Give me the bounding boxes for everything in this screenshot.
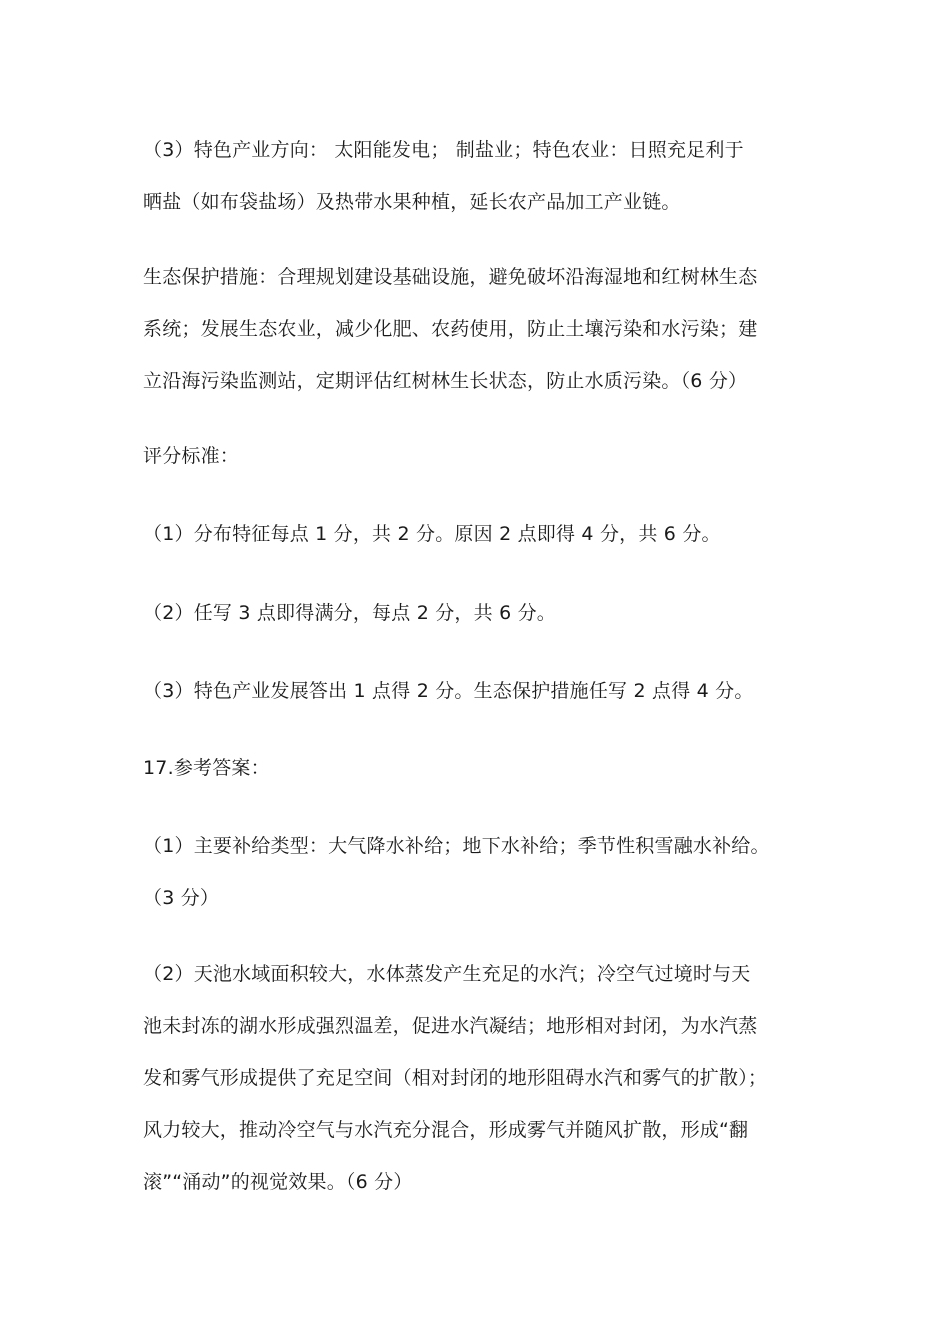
section-heading-answer-17 [143, 742, 823, 794]
text-line: 生态保护措施：合理规划建设基础设施，避免破坏沿海湿地和红树林生态 [143, 266, 758, 288]
text-line: 系统；发展生态农业，减少化肥、农药使用，防止土壤污染和水污染；建 [143, 318, 758, 340]
text-line: 立沿海污染监测站，定期评估红树林生长状态，防止水质污染。（6 分） [143, 370, 748, 392]
text-line: 池未封冻的湖水形成强烈温差，促进水汽凝结；地形相对封闭，为水汽蒸 [143, 1015, 758, 1037]
paragraph-ecology [143, 251, 823, 407]
text-line: （2）天池水域面积较大，水体蒸发产生充足的水汽；冷空气过境时与天 [143, 963, 751, 985]
text-line: 滚”“涌动”的视觉效果。（6 分） [143, 1171, 413, 1193]
text-line: 17.参考答案： [143, 757, 270, 779]
paragraph-criteria-2 [143, 587, 823, 639]
text-line: （3）特色产业方向： 太阳能发电； 制盐业；特色农业：日照充足利于 [143, 139, 744, 161]
paragraph-answer-17-1 [143, 820, 823, 924]
text-line: 风力较大，推动冷空气与水汽充分混合，形成雾气并随风扩散，形成“翻 [143, 1119, 749, 1141]
paragraph-answer-17-2 [143, 948, 823, 1208]
text-line: 发和雾气形成提供了充足空间（相对封闭的地形阻碍水汽和雾气的扩散）； [143, 1067, 768, 1089]
text-line: 评分标准： [143, 445, 240, 467]
text-line: （3）特色产业发展答出 1 点得 2 分。生态保护措施任写 2 点得 4 分。 [143, 680, 754, 702]
text-line: 晒盐（如布袋盐场）及热带水果种植，延长农产品加工产业链。 [143, 191, 681, 213]
paragraph-industry [143, 124, 823, 228]
section-heading-criteria [143, 430, 823, 482]
text-line: （1）分布特征每点 1 分，共 2 分。原因 2 点即得 4 分，共 6 分。 [143, 523, 721, 545]
paragraph-criteria-1 [143, 508, 823, 560]
text-line: （3 分） [143, 887, 220, 909]
text-line: （2）任写 3 点即得满分，每点 2 分，共 6 分。 [143, 602, 556, 624]
text-line: （1）主要补给类型：大气降水补给；地下水补给；季节性积雪融水补给。 [143, 835, 770, 857]
paragraph-criteria-3 [143, 665, 823, 717]
